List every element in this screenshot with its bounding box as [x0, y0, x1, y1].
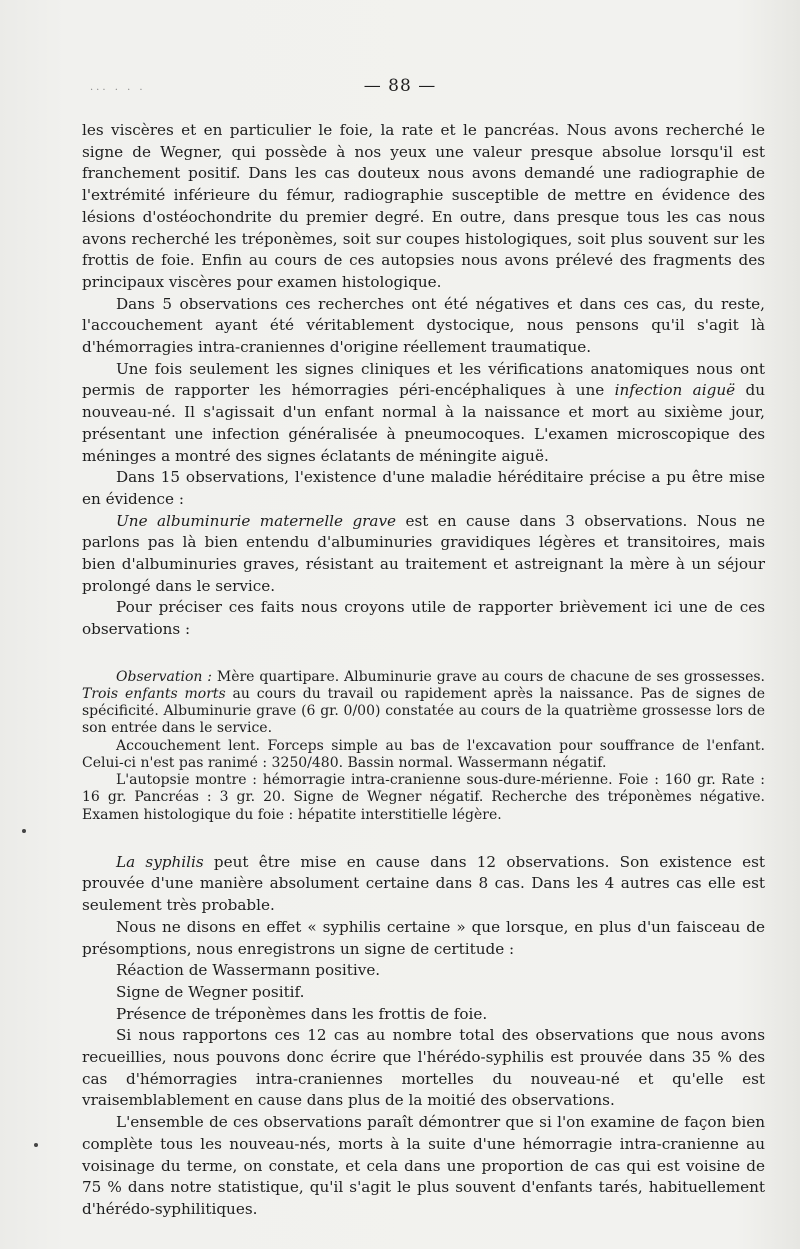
- paragraph-12: Si nous rapportons ces 12 cas au nombre total des observations que nous avons recueillies, nous pouvons donc écrire que l'hérédo-syphilis est prouvée dans 35 % des cas d'hémorragies intra-craniennes mortelles du nouveau-né et qu'elle est vraisemblablement en cause dans plus de la moitié des observations.: [82, 1026, 765, 1110]
- observation-emphasis: Trois enfants morts: [82, 686, 226, 703]
- paragraph-7-emphasis: La syphilis: [116, 852, 204, 871]
- paragraph-2: Dans 5 observations ces recherches ont été négatives et dans ces cas, du reste, l'accouchement ayant été véritablement dystocique, nous pensons qu'il s'agit là d'hémorragies intra-craniennes d'origine réellement traumatique.: [82, 294, 765, 357]
- paragraph-7-text: peut être mise en cause dans 12 observations. Son existence est prouvée d'une manière absolument certaine dans 8 cas. Dans les 4 autres cas elle est seulement très probable.: [82, 852, 765, 915]
- top-marks: ... . . .: [90, 82, 146, 93]
- paragraph-13: L'ensemble de ces observations paraît démontrer que si l'on examine de façon bien complète tous les nouveau-nés, morts à la suite d'une hémorragie intra-cranienne au voisinage du terme, on constate, et cela dans une proportion de cas qui est voisine de 75 % dans notre statistique, qu'il s'agit le plus souvent d'enfants tarés, habituellement d'hérédo-syphilitiques.: [82, 1113, 765, 1218]
- paragraph-6: Pour préciser ces faits nous croyons utile de rapporter brièvement ici une de ces observations :: [82, 598, 765, 639]
- observation-line-1: [82, 669, 765, 738]
- paragraph-3: [82, 359, 765, 468]
- list-item-wegner: Signe de Wegner positif.: [116, 982, 305, 1001]
- page-number: — 88 —: [363, 76, 437, 96]
- paragraph-4: Dans 15 observations, l'existence d'une maladie héréditaire précise a pu être mise en évidence :: [82, 468, 765, 508]
- paragraph-3-text-b: du nouveau-né. Il s'agissait d'un enfant normal à la naissance et mort au sixième jour, présentant une infection généralisée à pneumocoques. L'examen microscopique des méninges a montré des signes éclatants de méningite aiguë.: [82, 381, 765, 465]
- paragraph-1: les viscères et en particulier le foie, la rate et le pancréas. Nous avons recherché le signe de Wegner, qui possède à nos yeux une valeur presque absolue lorsqu'il est franchement positif. Dans les cas douteux nous avons demandé une radiographie de l'extrémité inférieure du fémur, radiographie susceptible de mettre en évidence des lésions d'ostéochondrite du premier degré. En outre, dans presque tous les cas nous avons recherché les tréponèmes, soit sur coupes histologiques, soit plus souvent sur les frottis de foie. Enfin au cours de ces autopsies nous avons prélevé des fragments des principaux viscères pour examen histologique.: [82, 121, 765, 291]
- paragraph-7: [82, 852, 765, 917]
- observation-label: Observation :: [116, 668, 212, 685]
- list-item-treponemes: Présence de tréponèmes dans les frottis de foie.: [116, 1004, 488, 1023]
- margin-dot-left-lower: [34, 1143, 38, 1147]
- paragraph-5: [82, 511, 765, 598]
- body-text: [82, 120, 765, 1221]
- observation-text-b: au cours du travail ou rapidement après la naissance. Pas de signes de spécificité. Albuminurie grave (6 gr. 0/00) constatée au cours de la quatrième grossesse lors de son entrée dans le service.: [82, 686, 765, 737]
- observation-text-a: Mère quartipare. Albuminurie grave au cours de chacune de ses grossesses.: [212, 668, 766, 685]
- paragraph-5-emphasis: Une albuminurie maternelle grave: [116, 511, 397, 530]
- paragraph-3-emphasis: infection aiguë: [614, 381, 736, 400]
- list-item-wassermann: Réaction de Wassermann positive.: [116, 961, 381, 980]
- observation-block: [82, 669, 765, 824]
- observation-line-3: L'autopsie montre : hémorragie intra-cranienne sous-dure-mérienne. Foie : 160 gr. Rate : 16 gr. Pancréas : 3 gr. 20. Signe de Wegner négatif. Recherche des tréponèmes négative. Examen histologique du foie : hépatite interstitielle légère.: [82, 772, 765, 823]
- observation-line-2: Accouchement lent. Forceps simple au bas de l'excavation pour souffrance de l'enfant. Celui-ci n'est pas ranimé : 3250/480. Bassin normal. Wassermann négatif.: [82, 737, 765, 771]
- paragraph-5-text: est en cause dans 3 observations. Nous ne parlons pas là bien entendu d'albuminuries gravidiques légères et transitoires, mais bien d'albuminuries graves, résistant au traitement et astreignant la mère à un séjour prolongé dans le service.: [82, 511, 765, 595]
- paragraph-8: Nous ne disons en effet « syphilis certaine » que lorsque, en plus d'un faisceau de présomptions, nous enregistrons un signe de certitude :: [82, 917, 765, 958]
- margin-dot-left: [22, 829, 26, 833]
- paragraph-3-text-a: Une fois seulement les signes cliniques et les vérifications anatomiques nous ont permis de rapporter les hémorragies péri-encéphaliques à une: [82, 359, 765, 400]
